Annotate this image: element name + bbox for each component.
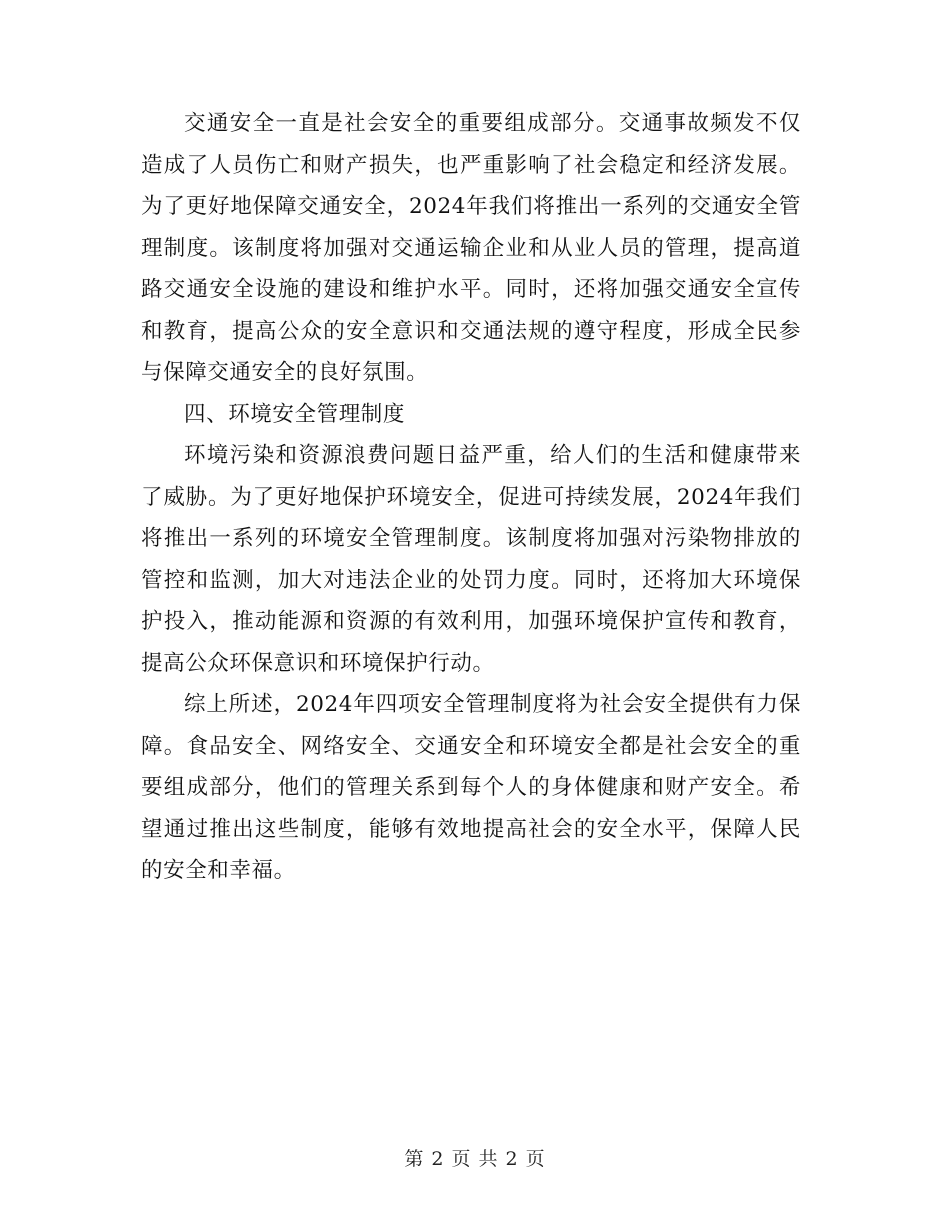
paragraph-environment-safety: 环境污染和资源浪费问题日益严重，给人们的生活和健康带来了威胁。为了更好地保护环境安全，促进可持续发展，2024年我们将推出一系列的环境安全管理制度。该制度将加强对污染物排放的管控和监测，加大对违法企业的处罚力度。同时，还将加大环境保护投入，推动能源和资源的有效利用，加强环境保护宣传和教育，提高公众环保意识和环境保护行动。 <box>141 443 801 676</box>
section-heading-environment-safety: 四、环境安全管理制度 <box>184 401 406 427</box>
paragraph-traffic-safety: 交通安全一直是社会安全的重要组成部分。交通事故频发不仅造成了人员伤亡和财产损失，也严重影响了社会稳定和经济发展。为了更好地保障交通安全，2024年我们将推出一系列的交通安全管理制度。该制度将加强对交通运输企业和从业人员的管理，提高道路交通安全设施的建设和维护水平。同时，还将加强交通安全宣传和教育，提高公众的安全意识和交通法规的遵守程度，形成全民参与保障交通安全的良好氛围。 <box>141 111 801 385</box>
page-number-footer: 第 2 页 共 2 页 <box>404 1148 546 1170</box>
document-body <box>141 103 801 892</box>
paragraph-conclusion: 综上所述，2024年四项安全管理制度将为社会安全提供有力保障。食品安全、网络安全、交通安全和环境安全都是社会安全的重要组成部分，他们的管理关系到每个人的身体健康和财产安全。希望通过推出这些制度，能够有效地提高社会的安全水平，保障人民的安全和幸福。 <box>141 692 801 883</box>
